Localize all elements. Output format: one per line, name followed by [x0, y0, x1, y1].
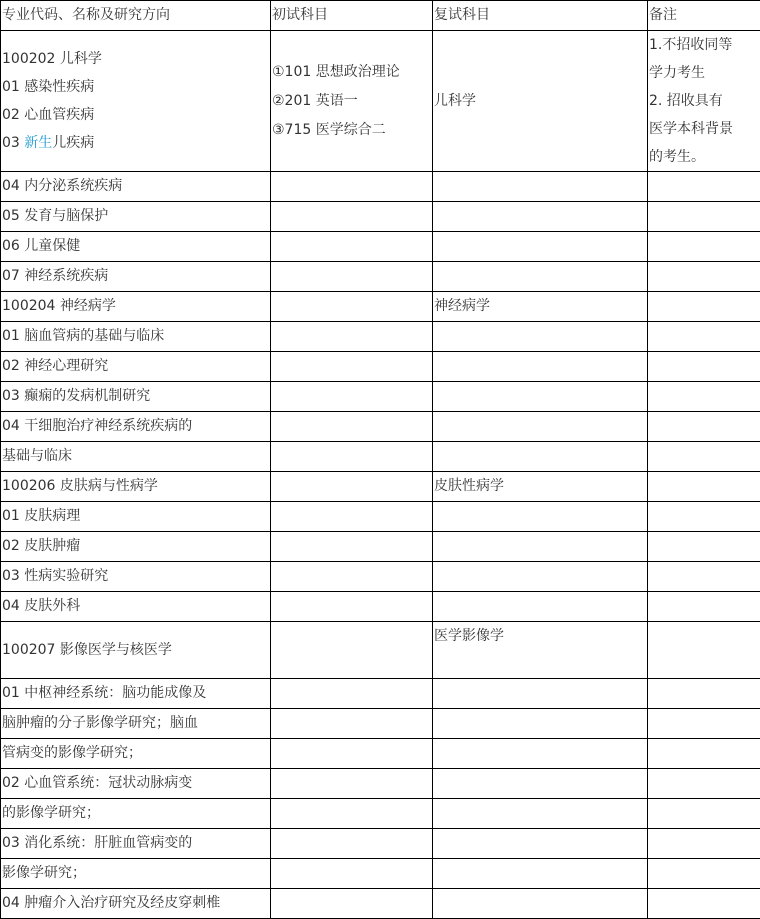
- exam-line: ②201 英语一: [272, 87, 431, 116]
- exam-cell-empty: [271, 592, 433, 622]
- direction-cell: 的影像学研究；: [1, 799, 271, 829]
- header-exam: 初试科目: [271, 1, 433, 31]
- exam-cell-empty: [271, 202, 433, 232]
- retest-cell: 神经病学: [433, 292, 648, 322]
- direction-cell: 03 癫痫的发病机制研究: [1, 382, 271, 412]
- table-row: [1, 859, 760, 889]
- retest-cell-empty: [433, 679, 648, 709]
- direction-line: [2, 129, 269, 157]
- exam-line: ①101 思想政治理论: [272, 58, 431, 87]
- table-row-imaging: [1, 622, 760, 679]
- retest-cell: [433, 502, 648, 532]
- exam-cell-empty: [271, 292, 433, 322]
- header-notes: 备注: [648, 1, 760, 31]
- table-row: [1, 829, 760, 859]
- table-row: [1, 799, 760, 829]
- table-row: [1, 292, 760, 322]
- retest-cell: [433, 322, 648, 352]
- table-row: [1, 172, 760, 202]
- direction-cell: 01 皮肤病理: [1, 502, 271, 532]
- retest-cell-empty: [433, 889, 648, 919]
- direction-cell: 03 性病实验研究: [1, 562, 271, 592]
- table-row: [1, 769, 760, 799]
- header-direction: 专业代码、名称及研究方向: [1, 1, 271, 31]
- header-row: [1, 1, 760, 31]
- exam-cell-empty: [271, 889, 433, 919]
- direction-line: 01 感染性疾病: [2, 73, 269, 101]
- notes-cell-empty: [648, 322, 760, 352]
- direction-cell: 01 中枢神经系统：脑功能成像及: [1, 679, 271, 709]
- retest-cell: [433, 412, 648, 442]
- retest-cell: [433, 202, 648, 232]
- notes-line: 学力考生: [649, 59, 759, 87]
- exam-cell: [271, 31, 433, 172]
- direction-cell: 管病变的影像学研究；: [1, 739, 271, 769]
- notes-cell-empty: [648, 889, 760, 919]
- direction-line: 02 心血管疾病: [2, 101, 269, 129]
- direction-prefix: 03: [2, 135, 24, 151]
- exam-cell-empty: [271, 769, 433, 799]
- table-row: [1, 352, 760, 382]
- retest-cell-empty: [433, 709, 648, 739]
- direction-cell: 基础与临床: [1, 442, 271, 472]
- direction-suffix: 儿疾病: [52, 135, 94, 151]
- notes-cell-empty: [648, 592, 760, 622]
- table-row: [1, 262, 760, 292]
- exam-cell-empty: [271, 709, 433, 739]
- direction-cell: 100206 皮肤病与性病学: [1, 472, 271, 502]
- exam-cell-empty: [271, 442, 433, 472]
- notes-cell-empty: [648, 562, 760, 592]
- exam-cell-empty: [271, 412, 433, 442]
- retest-cell-empty: [433, 859, 648, 889]
- table-row: [1, 382, 760, 412]
- notes-cell-empty: [648, 292, 760, 322]
- direction-cell: 02 心血管系统：冠状动脉病变: [1, 769, 271, 799]
- retest-cell: [433, 442, 648, 472]
- exam-cell-empty: [271, 382, 433, 412]
- direction-cell: 影像学研究；: [1, 859, 271, 889]
- table-row: [1, 472, 760, 502]
- exam-cell-empty: [271, 562, 433, 592]
- retest-cell: [433, 532, 648, 562]
- notes-line: 的考生。: [649, 143, 759, 171]
- direction-cell: 脑肿瘤的分子影像学研究；脑血: [1, 709, 271, 739]
- retest-cell-empty: [433, 769, 648, 799]
- table-row: [1, 322, 760, 352]
- retest-cell: [433, 562, 648, 592]
- retest-cell: 皮肤性病学: [433, 472, 648, 502]
- retest-cell-empty: [433, 799, 648, 829]
- header-retest: 复试科目: [433, 1, 648, 31]
- retest-cell: [433, 382, 648, 412]
- retest-cell-imaging: 医学影像学: [433, 622, 648, 679]
- notes-cell-empty: [648, 382, 760, 412]
- notes-cell-empty: [648, 769, 760, 799]
- exam-cell-empty: [271, 532, 433, 562]
- notes-cell-empty: [648, 232, 760, 262]
- direction-cell: 03 消化系统：肝脏血管病变的: [1, 829, 271, 859]
- exam-cell-empty: [271, 172, 433, 202]
- retest-cell: [433, 262, 648, 292]
- notes-cell-empty: [648, 352, 760, 382]
- exam-cell-empty: [271, 502, 433, 532]
- notes-cell-empty: [648, 202, 760, 232]
- exam-cell-empty: [271, 232, 433, 262]
- direction-cell: 05 发育与脑保护: [1, 202, 271, 232]
- notes-cell-empty: [648, 622, 760, 679]
- exam-cell-empty: [271, 322, 433, 352]
- direction-cell: 04 内分泌系统疾病: [1, 172, 271, 202]
- table-row: [1, 889, 760, 919]
- retest-cell: [433, 172, 648, 202]
- table-row: [1, 739, 760, 769]
- retest-cell-pediatrics: 儿科学: [433, 31, 648, 172]
- table-row: [1, 202, 760, 232]
- exam-cell-empty: [271, 622, 433, 679]
- notes-cell-empty: [648, 532, 760, 562]
- exam-cell-empty: [271, 472, 433, 502]
- table-row: [1, 709, 760, 739]
- exam-cell-empty: [271, 352, 433, 382]
- notes-cell-empty: [648, 262, 760, 292]
- notes-cell-empty: [648, 709, 760, 739]
- direction-cell: 07 神经系统疾病: [1, 262, 271, 292]
- table-row: [1, 592, 760, 622]
- retest-cell-empty: [433, 739, 648, 769]
- exam-cell-empty: [271, 739, 433, 769]
- highlight-link[interactable]: 新生: [24, 135, 52, 151]
- notes-cell-empty: [648, 172, 760, 202]
- table-row: [1, 679, 760, 709]
- notes-cell-empty: [648, 859, 760, 889]
- notes-cell-empty: [648, 502, 760, 532]
- retest-cell: [433, 592, 648, 622]
- direction-cell: 100204 神经病学: [1, 292, 271, 322]
- retest-cell-empty: [433, 829, 648, 859]
- direction-cell: 02 皮肤肿瘤: [1, 532, 271, 562]
- notes-cell-empty: [648, 412, 760, 442]
- notes-cell-empty: [648, 739, 760, 769]
- notes-cell: [648, 31, 760, 172]
- notes-cell-empty: [648, 442, 760, 472]
- notes-cell-empty: [648, 472, 760, 502]
- retest-cell: [433, 352, 648, 382]
- exam-cell-empty: [271, 829, 433, 859]
- exam-cell-empty: [271, 679, 433, 709]
- table-row: [1, 502, 760, 532]
- exam-cell-empty: [271, 859, 433, 889]
- direction-cell: 06 儿童保健: [1, 232, 271, 262]
- section-row-pediatrics: [1, 31, 760, 172]
- table-row: [1, 412, 760, 442]
- notes-line: 医学本科背景: [649, 115, 759, 143]
- table-row: [1, 442, 760, 472]
- exam-cell-empty: [271, 799, 433, 829]
- notes-line: 1.不招收同等: [649, 31, 759, 59]
- exam-cell-empty: [271, 262, 433, 292]
- notes-line: 2. 招收具有: [649, 87, 759, 115]
- notes-cell-empty: [648, 829, 760, 859]
- direction-cell: 04 肿瘤介入治疗研究及经皮穿刺椎: [1, 889, 271, 919]
- exam-line: ③715 医学综合二: [272, 116, 431, 145]
- table-row: [1, 562, 760, 592]
- retest-cell: [433, 232, 648, 262]
- direction-cell: 02 神经心理研究: [1, 352, 271, 382]
- direction-cell-imaging: 100207 影像医学与核医学: [1, 622, 271, 679]
- direction-line: 100202 儿科学: [2, 45, 269, 73]
- notes-cell-empty: [648, 679, 760, 709]
- direction-cell: 01 脑血管病的基础与临床: [1, 322, 271, 352]
- notes-cell-empty: [648, 799, 760, 829]
- direction-cell-pediatrics: [1, 31, 271, 172]
- table-row: [1, 232, 760, 262]
- table-row: [1, 532, 760, 562]
- direction-cell: 04 干细胞治疗神经系统疾病的: [1, 412, 271, 442]
- direction-cell: 04 皮肤外科: [1, 592, 271, 622]
